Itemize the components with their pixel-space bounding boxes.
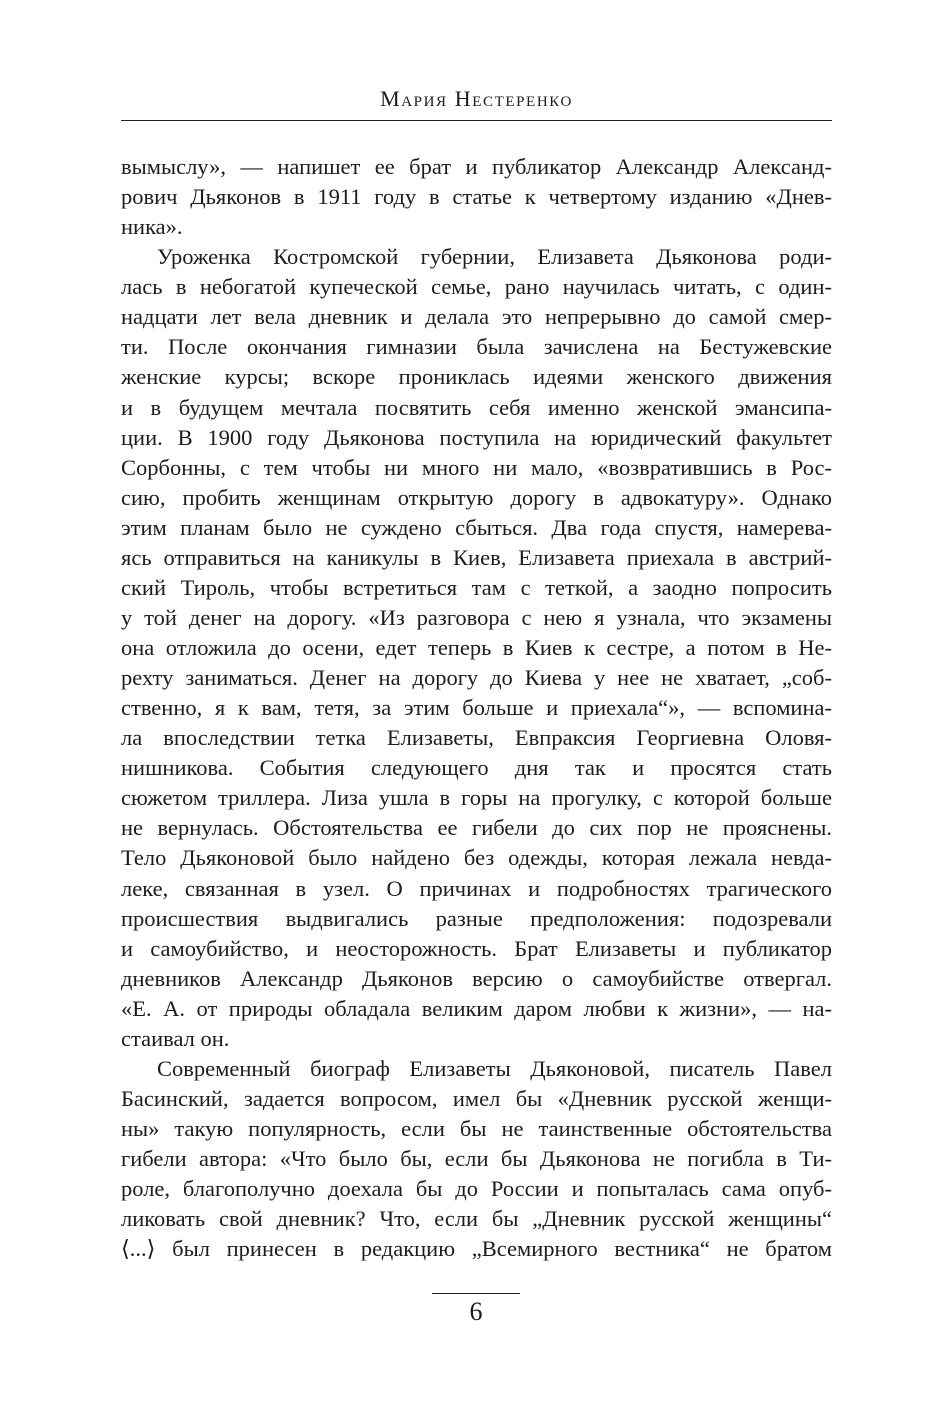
text-line: ⟨...⟩ был принесен в редакцию „Всемирного вестника“ не братом: [121, 1236, 832, 1262]
text-line: ции. В 1900 году Дьяконова поступила на юридический факультет: [121, 424, 832, 450]
text-line: гибели автора: «Что было бы, если бы Дьяконова не погибла в Ти-: [121, 1146, 832, 1172]
text-line: рехту заниматься. Денег на дорогу до Киева у нее не хватает, „соб-: [121, 665, 832, 691]
text-line: ликовать свой дневник? Что, если бы „Дневник русской женщины“: [121, 1206, 832, 1232]
text-line: этим планам было не суждено сбыться. Два года спустя, намерева-: [121, 514, 832, 540]
text-line: происшествия выдвигались разные предположения: подозревали: [121, 905, 832, 931]
text-line: стаивал он.: [121, 1025, 230, 1051]
text-line: Сорбонны, с тем чтобы ни много ни мало, «возвратившись в Рос-: [121, 454, 832, 480]
text-line: ский Тироль, чтобы встретиться там с теткой, а заодно попросить: [121, 574, 832, 600]
text-line: нишникова. События следующего дня так и просятся стать: [121, 755, 832, 781]
text-line: и самоубийство, и неосторожность. Брат Елизаветы и публикатор: [121, 935, 832, 961]
text-line: дневников Александр Дьяконов версию о самоубийстве отвергал.: [121, 965, 832, 991]
text-line: женские курсы; вскоре прониклась идеями женского движения: [121, 364, 832, 390]
footer-rule: [432, 1293, 520, 1294]
header-rule: [121, 120, 832, 121]
text-line: надцати лет вела дневник и делала это непрерывно до самой смер-: [121, 304, 832, 330]
text-line: и в будущем мечтала посвятить себя именно женской эмансипа-: [121, 394, 832, 420]
running-head-author: Мария Нестеренко: [380, 86, 573, 111]
text-line: ны» такую популярность, если бы не таинственные обстоятельства: [121, 1116, 832, 1141]
text-line: ти. После окончания гимназии была зачислена на Бестужевские: [121, 334, 832, 360]
text-line: она отложила до осени, едет теперь в Киев к сестре, а потом в Не-: [121, 635, 832, 660]
text-line: Тело Дьяконовой было найдено без одежды, которая лежала невда-: [121, 845, 832, 871]
text-line: лась в небогатой купеческой семье, рано научилась читать, с один-: [121, 274, 832, 300]
text-line: ла впоследствии тетка Елизаветы, Евпраксия Георгиевна Оловя-: [121, 725, 832, 751]
text-line: сию, пробить женщинам открытую дорогу в адвокатуру». Однако: [121, 484, 832, 510]
text-line: рович Дьяконов в 1911 году в статье к четвертому изданию «Днев-: [121, 184, 832, 210]
text-line: ственно, я к вам, тетя, за этим больше и приехала“», — вспомина-: [121, 695, 832, 721]
text-line: леке, связанная в узел. О причинах и подробностях трагического: [121, 875, 832, 901]
paragraph-first-line: Уроженка Костромской губернии, Елизавета Дьяконова роди-: [157, 244, 832, 270]
text-line: вымыслу», — напишет ее брат и публикатор Александр Александ-: [121, 154, 832, 179]
text-line: Басинский, задается вопросом, имел бы «Дневник русской женщи-: [121, 1085, 832, 1111]
text-line: сюжетом триллера. Лиза ушла в горы на прогулку, с которой больше: [121, 785, 832, 811]
text-line: ника».: [121, 214, 183, 240]
text-line: «Е. А. от природы обладала великим даром любви к жизни», — на-: [121, 995, 832, 1021]
text-line: у той денег на дорогу. «Из разговора с нею я узнала, что экзамены: [121, 604, 832, 630]
text-line: роле, благополучно доехала бы до России и попыталась сама опуб-: [121, 1176, 832, 1202]
text-line: ясь отправиться на каникулы в Киев, Елизавета приехала в австрий-: [121, 544, 832, 570]
text-line: не вернулась. Обстоятельства ее гибели до сих пор не прояснены.: [121, 815, 832, 841]
page-number: 6: [469, 1297, 483, 1326]
body-text: [121, 152, 832, 1264]
paragraph-first-line: Современный биограф Елизаветы Дьяконовой, писатель Павел: [157, 1055, 832, 1081]
